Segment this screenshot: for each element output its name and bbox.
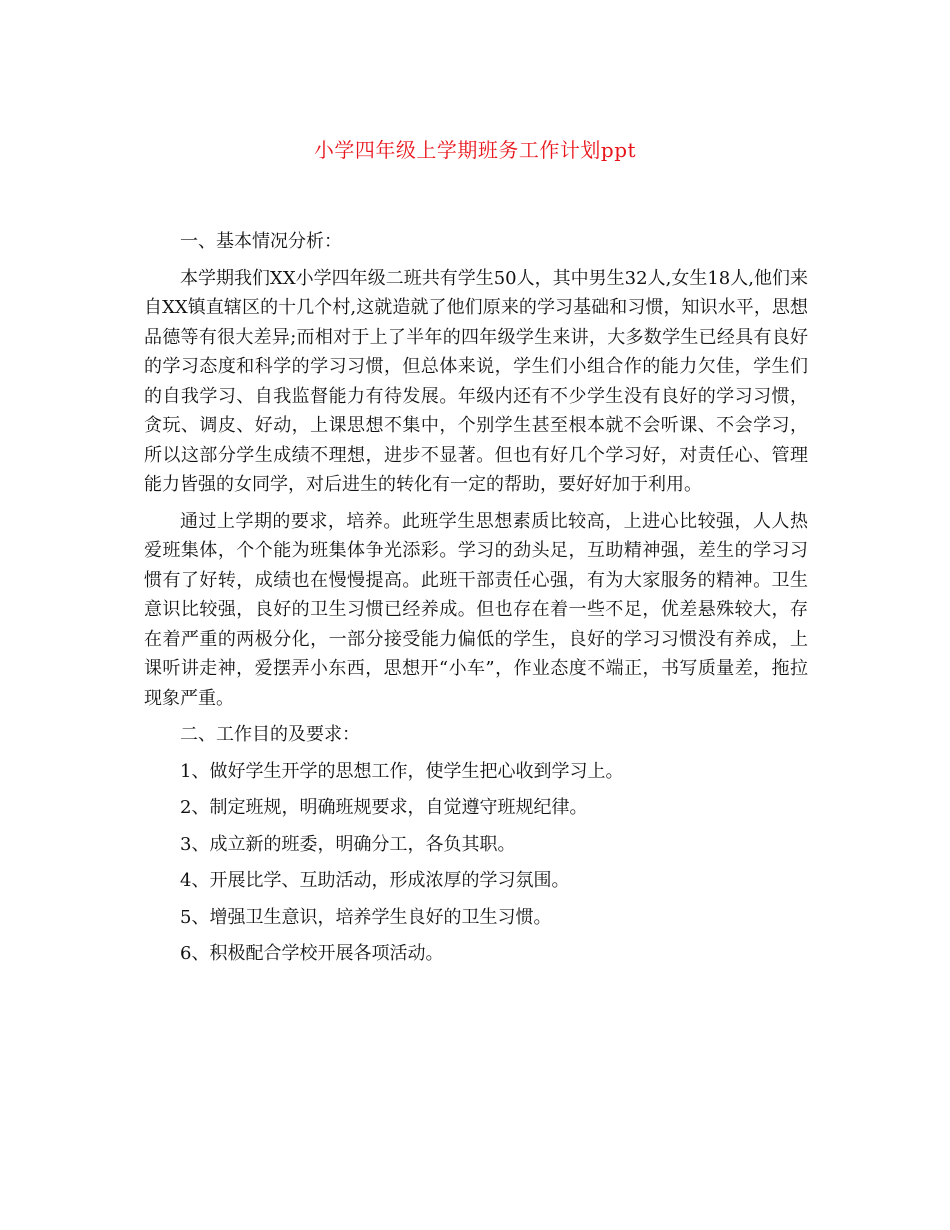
- paragraph-situation-analysis: 本学期我们XX小学四年级二班共有学生50人，其中男生32人,女生18人,他们来自XX镇直辖区的十几个村,这就造就了他们原来的学习基础和习惯，知识水平，思想品德等有很大差异;而相对于上了半年的四年级学生来讲，大多数学生已经具有良好的学习态度和科学的学习习惯，但总体来说，学生们小组合作的能力欠佳，学生们的自我学习、自我监督能力有待发展。年级内还有不少学生没有良好的学习习惯，贪玩、调皮、好动，上课思想不集中，个别学生甚至根本就不会听课、不会学习，所以这部分学生成绩不理想，进步不显著。但也有好几个学习好，对责任心、管理能力皆强的女同学，对后进生的转化有一定的帮助，要好好加于利用。: [144, 267, 808, 495]
- list-item-goal-5: 5、增强卫生意识，培养学生良好的卫生习惯。: [180, 906, 552, 928]
- list-item-goal-2: 2、制定班规，明确班规要求，自觉遵守班规纪律。: [180, 797, 588, 818]
- section-heading-goals: 二、工作目的及要求：: [180, 724, 360, 745]
- section-heading-basic-situation: 一、基本情况分析：: [180, 231, 342, 252]
- list-item-goal-1: 1、做好学生开学的思想工作，使学生把心收到学习上。: [180, 760, 624, 782]
- document-title: 小学四年级上学期班务工作计划ppt: [313, 138, 637, 162]
- paragraph-class-overview: 通过上学期的要求，培养。此班学生思想素质比较高，上进心比较强，人人热爱班集体，个个能为班集体争光添彩。学习的劲头足，互助精神强，差生的学习习惯有了好转，成绩也在慢慢提高。此班干部责任心强，有为大家服务的精神。卫生意识比较强，良好的卫生习惯已经养成。但也存在着一些不足，优差悬殊较大，存在着严重的两极分化，一部分接受能力偏低的学生，良好的学习习惯没有养成，上课听讲走神，爱摆弄小东西，思想开“小车”，作业态度不端正，书写质量差，拖拉现象严重。: [144, 510, 808, 709]
- document-body: [144, 220, 808, 969]
- list-item-goal-3: 3、成立新的班委，明确分工，各负其职。: [180, 833, 516, 855]
- list-item-goal-6: 6、积极配合学校开展各项活动。: [180, 943, 444, 964]
- list-item-goal-4: 4、开展比学、互助活动，形成浓厚的学习氛围。: [180, 870, 570, 891]
